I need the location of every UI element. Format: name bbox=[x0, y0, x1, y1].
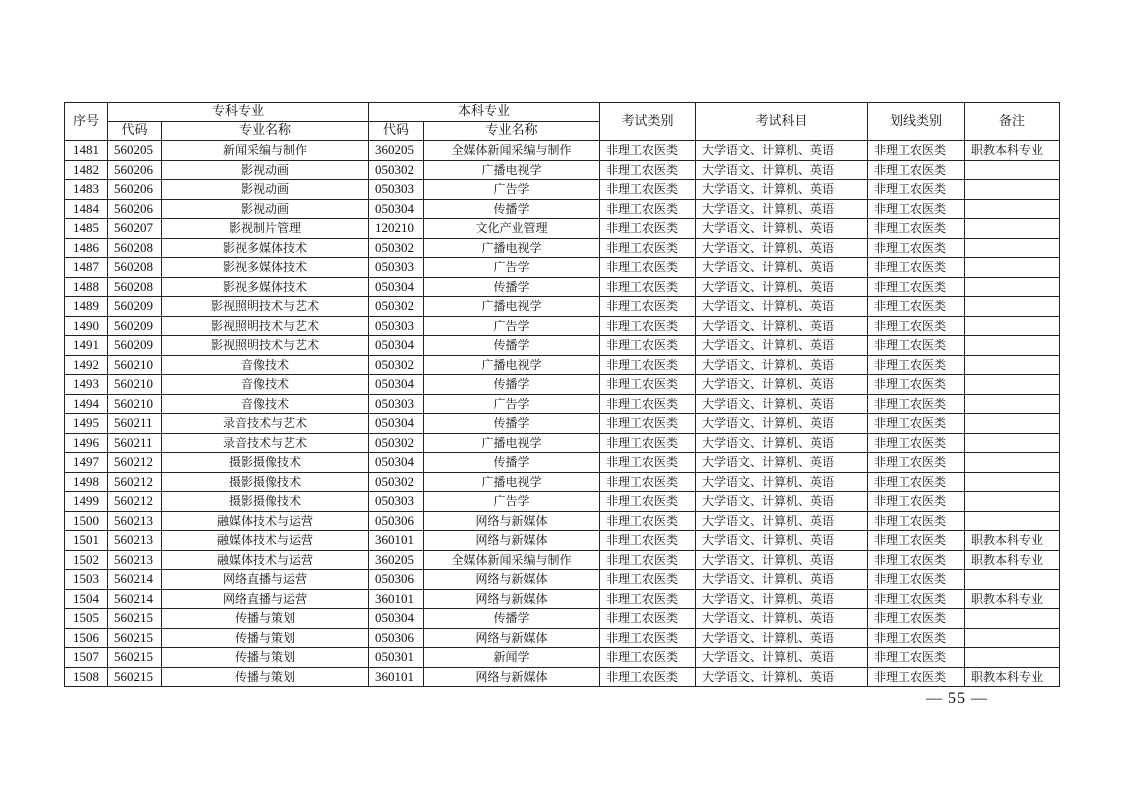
table-row bbox=[65, 550, 1060, 570]
major-mapping-table bbox=[64, 102, 1060, 687]
cell-bk-code: 050302 bbox=[369, 297, 424, 317]
cell-zk-name: 影视照明技术与艺术 bbox=[162, 336, 369, 356]
cell-bk-name: 传播学 bbox=[424, 277, 600, 297]
cell-seq: 1486 bbox=[65, 238, 108, 258]
cell-bk-code: 050304 bbox=[369, 375, 424, 395]
cell-line-type: 非理工农医类 bbox=[868, 648, 965, 668]
cell-remark bbox=[965, 511, 1060, 531]
cell-exam-subjects: 大学语文、计算机、英语 bbox=[696, 550, 868, 570]
cell-bk-code: 120210 bbox=[369, 219, 424, 239]
cell-bk-name: 网络与新媒体 bbox=[424, 570, 600, 590]
cell-bk-code: 050302 bbox=[369, 472, 424, 492]
cell-zk-code: 560210 bbox=[108, 394, 162, 414]
cell-exam-subjects: 大学语文、计算机、英语 bbox=[696, 511, 868, 531]
cell-seq: 1507 bbox=[65, 648, 108, 668]
cell-remark bbox=[965, 355, 1060, 375]
cell-zk-name: 融媒体技术与运营 bbox=[162, 550, 369, 570]
table-row bbox=[65, 589, 1060, 609]
cell-remark bbox=[965, 277, 1060, 297]
cell-bk-name: 广告学 bbox=[424, 258, 600, 278]
cell-line-type: 非理工农医类 bbox=[868, 628, 965, 648]
table-row bbox=[65, 492, 1060, 512]
table-row bbox=[65, 375, 1060, 395]
cell-exam-type: 非理工农医类 bbox=[600, 589, 696, 609]
cell-exam-type: 非理工农医类 bbox=[600, 277, 696, 297]
cell-seq: 1500 bbox=[65, 511, 108, 531]
header-zhuanke: 专科专业 bbox=[108, 103, 369, 122]
cell-zk-code: 560208 bbox=[108, 238, 162, 258]
cell-zk-name: 融媒体技术与运营 bbox=[162, 511, 369, 531]
cell-exam-subjects: 大学语文、计算机、英语 bbox=[696, 433, 868, 453]
cell-remark bbox=[965, 570, 1060, 590]
cell-seq: 1496 bbox=[65, 433, 108, 453]
cell-line-type: 非理工农医类 bbox=[868, 180, 965, 200]
cell-remark: 职教本科专业 bbox=[965, 550, 1060, 570]
cell-zk-name: 传播与策划 bbox=[162, 609, 369, 629]
cell-line-type: 非理工农医类 bbox=[868, 667, 965, 687]
cell-exam-type: 非理工农医类 bbox=[600, 199, 696, 219]
table-row bbox=[65, 433, 1060, 453]
cell-remark bbox=[965, 180, 1060, 200]
cell-zk-name: 影视多媒体技术 bbox=[162, 258, 369, 278]
cell-zk-name: 传播与策划 bbox=[162, 648, 369, 668]
cell-zk-name: 传播与策划 bbox=[162, 628, 369, 648]
cell-exam-subjects: 大学语文、计算机、英语 bbox=[696, 375, 868, 395]
cell-exam-type: 非理工农医类 bbox=[600, 433, 696, 453]
cell-zk-code: 560210 bbox=[108, 355, 162, 375]
cell-exam-subjects: 大学语文、计算机、英语 bbox=[696, 531, 868, 551]
cell-seq: 1483 bbox=[65, 180, 108, 200]
cell-remark bbox=[965, 258, 1060, 278]
cell-zk-name: 影视照明技术与艺术 bbox=[162, 297, 369, 317]
cell-seq: 1485 bbox=[65, 219, 108, 239]
cell-remark: 职教本科专业 bbox=[965, 141, 1060, 161]
cell-line-type: 非理工农医类 bbox=[868, 316, 965, 336]
cell-zk-name: 新闻采编与制作 bbox=[162, 141, 369, 161]
cell-bk-name: 网络与新媒体 bbox=[424, 531, 600, 551]
cell-exam-type: 非理工农医类 bbox=[600, 336, 696, 356]
cell-zk-code: 560212 bbox=[108, 492, 162, 512]
cell-exam-subjects: 大学语文、计算机、英语 bbox=[696, 160, 868, 180]
cell-bk-code: 050304 bbox=[369, 336, 424, 356]
cell-bk-code: 050303 bbox=[369, 492, 424, 512]
cell-seq: 1505 bbox=[65, 609, 108, 629]
cell-zk-name: 影视多媒体技术 bbox=[162, 238, 369, 258]
cell-exam-type: 非理工农医类 bbox=[600, 316, 696, 336]
cell-exam-type: 非理工农医类 bbox=[600, 375, 696, 395]
cell-seq: 1484 bbox=[65, 199, 108, 219]
table-row bbox=[65, 472, 1060, 492]
cell-zk-name: 录音技术与艺术 bbox=[162, 414, 369, 434]
cell-exam-subjects: 大学语文、计算机、英语 bbox=[696, 570, 868, 590]
cell-line-type: 非理工农医类 bbox=[868, 589, 965, 609]
cell-exam-subjects: 大学语文、计算机、英语 bbox=[696, 336, 868, 356]
cell-bk-code: 050304 bbox=[369, 414, 424, 434]
cell-line-type: 非理工农医类 bbox=[868, 472, 965, 492]
cell-line-type: 非理工农医类 bbox=[868, 355, 965, 375]
cell-exam-type: 非理工农医类 bbox=[600, 160, 696, 180]
cell-line-type: 非理工农医类 bbox=[868, 394, 965, 414]
cell-seq: 1495 bbox=[65, 414, 108, 434]
cell-bk-code: 360205 bbox=[369, 141, 424, 161]
cell-exam-subjects: 大学语文、计算机、英语 bbox=[696, 238, 868, 258]
cell-bk-code: 360101 bbox=[369, 667, 424, 687]
cell-exam-subjects: 大学语文、计算机、英语 bbox=[696, 414, 868, 434]
cell-exam-subjects: 大学语文、计算机、英语 bbox=[696, 648, 868, 668]
cell-exam-type: 非理工农医类 bbox=[600, 414, 696, 434]
cell-exam-subjects: 大学语文、计算机、英语 bbox=[696, 141, 868, 161]
cell-bk-name: 传播学 bbox=[424, 414, 600, 434]
cell-exam-subjects: 大学语文、计算机、英语 bbox=[696, 394, 868, 414]
cell-exam-subjects: 大学语文、计算机、英语 bbox=[696, 667, 868, 687]
cell-bk-name: 网络与新媒体 bbox=[424, 589, 600, 609]
table-row bbox=[65, 355, 1060, 375]
cell-line-type: 非理工农医类 bbox=[868, 375, 965, 395]
header-seq: 序号 bbox=[65, 103, 108, 141]
cell-remark bbox=[965, 492, 1060, 512]
cell-zk-name: 影视动画 bbox=[162, 180, 369, 200]
cell-exam-type: 非理工农医类 bbox=[600, 492, 696, 512]
cell-remark: 职教本科专业 bbox=[965, 589, 1060, 609]
cell-remark: 职教本科专业 bbox=[965, 531, 1060, 551]
cell-bk-name: 广播电视学 bbox=[424, 238, 600, 258]
header-bk-name: 专业名称 bbox=[424, 122, 600, 141]
cell-exam-type: 非理工农医类 bbox=[600, 628, 696, 648]
table-row bbox=[65, 648, 1060, 668]
table-row bbox=[65, 511, 1060, 531]
cell-bk-name: 广告学 bbox=[424, 316, 600, 336]
cell-exam-subjects: 大学语文、计算机、英语 bbox=[696, 355, 868, 375]
cell-bk-code: 050302 bbox=[369, 238, 424, 258]
cell-exam-subjects: 大学语文、计算机、英语 bbox=[696, 453, 868, 473]
cell-bk-code: 050304 bbox=[369, 453, 424, 473]
cell-bk-code: 050302 bbox=[369, 160, 424, 180]
cell-line-type: 非理工农医类 bbox=[868, 336, 965, 356]
cell-seq: 1482 bbox=[65, 160, 108, 180]
cell-zk-name: 影视多媒体技术 bbox=[162, 277, 369, 297]
cell-bk-name: 传播学 bbox=[424, 336, 600, 356]
cell-zk-code: 560213 bbox=[108, 550, 162, 570]
table-row bbox=[65, 297, 1060, 317]
cell-zk-name: 摄影摄像技术 bbox=[162, 453, 369, 473]
cell-exam-subjects: 大学语文、计算机、英语 bbox=[696, 492, 868, 512]
cell-exam-type: 非理工农医类 bbox=[600, 355, 696, 375]
cell-remark bbox=[965, 219, 1060, 239]
table-row bbox=[65, 453, 1060, 473]
cell-bk-name: 广播电视学 bbox=[424, 297, 600, 317]
cell-remark bbox=[965, 199, 1060, 219]
cell-seq: 1489 bbox=[65, 297, 108, 317]
table-row bbox=[65, 199, 1060, 219]
table-row bbox=[65, 160, 1060, 180]
cell-bk-name: 广播电视学 bbox=[424, 472, 600, 492]
cell-line-type: 非理工农医类 bbox=[868, 258, 965, 278]
cell-zk-code: 560210 bbox=[108, 375, 162, 395]
cell-exam-type: 非理工农医类 bbox=[600, 453, 696, 473]
table-row bbox=[65, 531, 1060, 551]
cell-exam-subjects: 大学语文、计算机、英语 bbox=[696, 472, 868, 492]
cell-remark bbox=[965, 628, 1060, 648]
header-remark: 备注 bbox=[965, 103, 1060, 141]
cell-bk-code: 050304 bbox=[369, 277, 424, 297]
cell-zk-code: 560209 bbox=[108, 336, 162, 356]
cell-seq: 1503 bbox=[65, 570, 108, 590]
cell-bk-code: 050306 bbox=[369, 570, 424, 590]
cell-line-type: 非理工农医类 bbox=[868, 453, 965, 473]
cell-zk-code: 560213 bbox=[108, 531, 162, 551]
cell-line-type: 非理工农医类 bbox=[868, 238, 965, 258]
cell-line-type: 非理工农医类 bbox=[868, 414, 965, 434]
cell-seq: 1494 bbox=[65, 394, 108, 414]
cell-seq: 1499 bbox=[65, 492, 108, 512]
cell-zk-code: 560209 bbox=[108, 316, 162, 336]
cell-bk-code: 050303 bbox=[369, 258, 424, 278]
table-row bbox=[65, 336, 1060, 356]
table-header bbox=[65, 103, 1060, 141]
table-row bbox=[65, 180, 1060, 200]
cell-exam-subjects: 大学语文、计算机、英语 bbox=[696, 628, 868, 648]
table-row bbox=[65, 609, 1060, 629]
cell-seq: 1481 bbox=[65, 141, 108, 161]
cell-exam-type: 非理工农医类 bbox=[600, 648, 696, 668]
cell-seq: 1490 bbox=[65, 316, 108, 336]
cell-remark bbox=[965, 472, 1060, 492]
cell-seq: 1492 bbox=[65, 355, 108, 375]
table-row bbox=[65, 570, 1060, 590]
cell-seq: 1508 bbox=[65, 667, 108, 687]
cell-zk-name: 音像技术 bbox=[162, 355, 369, 375]
cell-zk-name: 影视照明技术与艺术 bbox=[162, 316, 369, 336]
cell-line-type: 非理工农医类 bbox=[868, 531, 965, 551]
table-row bbox=[65, 394, 1060, 414]
header-zk-name: 专业名称 bbox=[162, 122, 369, 141]
cell-exam-subjects: 大学语文、计算机、英语 bbox=[696, 277, 868, 297]
cell-bk-code: 360205 bbox=[369, 550, 424, 570]
cell-zk-code: 560208 bbox=[108, 258, 162, 278]
cell-bk-name: 广播电视学 bbox=[424, 433, 600, 453]
cell-zk-code: 560214 bbox=[108, 570, 162, 590]
table-body bbox=[65, 141, 1060, 687]
cell-remark bbox=[965, 394, 1060, 414]
cell-seq: 1491 bbox=[65, 336, 108, 356]
table-row bbox=[65, 667, 1060, 687]
cell-exam-type: 非理工农医类 bbox=[600, 394, 696, 414]
cell-exam-type: 非理工农医类 bbox=[600, 258, 696, 278]
table-row bbox=[65, 414, 1060, 434]
table-row bbox=[65, 238, 1060, 258]
cell-line-type: 非理工农医类 bbox=[868, 433, 965, 453]
cell-bk-code: 050302 bbox=[369, 355, 424, 375]
cell-zk-name: 摄影摄像技术 bbox=[162, 472, 369, 492]
header-benke: 本科专业 bbox=[369, 103, 600, 122]
cell-bk-name: 全媒体新闻采编与制作 bbox=[424, 550, 600, 570]
cell-exam-subjects: 大学语文、计算机、英语 bbox=[696, 219, 868, 239]
cell-bk-code: 050304 bbox=[369, 609, 424, 629]
cell-zk-code: 560215 bbox=[108, 667, 162, 687]
cell-zk-code: 560209 bbox=[108, 297, 162, 317]
cell-zk-code: 560205 bbox=[108, 141, 162, 161]
cell-bk-name: 广告学 bbox=[424, 394, 600, 414]
cell-zk-code: 560211 bbox=[108, 433, 162, 453]
cell-bk-code: 360101 bbox=[369, 589, 424, 609]
header-line-type: 划线类别 bbox=[868, 103, 965, 141]
cell-bk-name: 全媒体新闻采编与制作 bbox=[424, 141, 600, 161]
cell-line-type: 非理工农医类 bbox=[868, 297, 965, 317]
cell-bk-code: 050304 bbox=[369, 199, 424, 219]
cell-line-type: 非理工农医类 bbox=[868, 160, 965, 180]
cell-zk-name: 影视动画 bbox=[162, 160, 369, 180]
cell-exam-type: 非理工农医类 bbox=[600, 609, 696, 629]
table-row bbox=[65, 141, 1060, 161]
cell-zk-name: 融媒体技术与运营 bbox=[162, 531, 369, 551]
cell-zk-name: 网络直播与运营 bbox=[162, 589, 369, 609]
cell-zk-code: 560215 bbox=[108, 609, 162, 629]
cell-zk-code: 560206 bbox=[108, 180, 162, 200]
cell-remark bbox=[965, 433, 1060, 453]
cell-exam-type: 非理工农医类 bbox=[600, 238, 696, 258]
cell-bk-name: 网络与新媒体 bbox=[424, 628, 600, 648]
cell-zk-code: 560207 bbox=[108, 219, 162, 239]
cell-zk-code: 560208 bbox=[108, 277, 162, 297]
cell-zk-code: 560215 bbox=[108, 648, 162, 668]
cell-line-type: 非理工农医类 bbox=[868, 141, 965, 161]
header-exam-type: 考试类别 bbox=[600, 103, 696, 141]
cell-line-type: 非理工农医类 bbox=[868, 492, 965, 512]
cell-remark bbox=[965, 160, 1060, 180]
cell-zk-name: 传播与策划 bbox=[162, 667, 369, 687]
table-row bbox=[65, 316, 1060, 336]
cell-bk-code: 360101 bbox=[369, 531, 424, 551]
cell-seq: 1498 bbox=[65, 472, 108, 492]
cell-bk-code: 050303 bbox=[369, 316, 424, 336]
cell-exam-subjects: 大学语文、计算机、英语 bbox=[696, 180, 868, 200]
cell-exam-type: 非理工农医类 bbox=[600, 570, 696, 590]
cell-seq: 1488 bbox=[65, 277, 108, 297]
cell-bk-code: 050303 bbox=[369, 180, 424, 200]
cell-zk-name: 音像技术 bbox=[162, 394, 369, 414]
cell-exam-type: 非理工农医类 bbox=[600, 667, 696, 687]
cell-remark bbox=[965, 453, 1060, 473]
table-row bbox=[65, 277, 1060, 297]
cell-exam-type: 非理工农医类 bbox=[600, 472, 696, 492]
cell-seq: 1493 bbox=[65, 375, 108, 395]
cell-bk-name: 广播电视学 bbox=[424, 160, 600, 180]
cell-seq: 1502 bbox=[65, 550, 108, 570]
cell-bk-name: 广告学 bbox=[424, 180, 600, 200]
cell-seq: 1506 bbox=[65, 628, 108, 648]
cell-remark bbox=[965, 336, 1060, 356]
cell-line-type: 非理工农医类 bbox=[868, 609, 965, 629]
cell-remark bbox=[965, 648, 1060, 668]
cell-exam-subjects: 大学语文、计算机、英语 bbox=[696, 316, 868, 336]
cell-zk-code: 560211 bbox=[108, 414, 162, 434]
cell-zk-name: 摄影摄像技术 bbox=[162, 492, 369, 512]
cell-zk-code: 560212 bbox=[108, 453, 162, 473]
cell-exam-subjects: 大学语文、计算机、英语 bbox=[696, 297, 868, 317]
cell-exam-type: 非理工农医类 bbox=[600, 141, 696, 161]
cell-exam-subjects: 大学语文、计算机、英语 bbox=[696, 589, 868, 609]
cell-line-type: 非理工农医类 bbox=[868, 277, 965, 297]
cell-remark bbox=[965, 375, 1060, 395]
cell-bk-code: 050301 bbox=[369, 648, 424, 668]
cell-exam-subjects: 大学语文、计算机、英语 bbox=[696, 609, 868, 629]
cell-remark bbox=[965, 316, 1060, 336]
header-bk-code: 代码 bbox=[369, 122, 424, 141]
cell-bk-code: 050303 bbox=[369, 394, 424, 414]
cell-exam-type: 非理工农医类 bbox=[600, 531, 696, 551]
cell-exam-type: 非理工农医类 bbox=[600, 550, 696, 570]
cell-line-type: 非理工农医类 bbox=[868, 199, 965, 219]
page-number: — 55 — bbox=[926, 690, 988, 707]
cell-zk-name: 录音技术与艺术 bbox=[162, 433, 369, 453]
cell-zk-code: 560214 bbox=[108, 589, 162, 609]
cell-zk-code: 560213 bbox=[108, 511, 162, 531]
cell-exam-type: 非理工农医类 bbox=[600, 297, 696, 317]
cell-seq: 1497 bbox=[65, 453, 108, 473]
table-row bbox=[65, 258, 1060, 278]
cell-bk-name: 传播学 bbox=[424, 609, 600, 629]
cell-line-type: 非理工农医类 bbox=[868, 570, 965, 590]
cell-exam-type: 非理工农医类 bbox=[600, 180, 696, 200]
cell-zk-name: 影视动画 bbox=[162, 199, 369, 219]
cell-seq: 1487 bbox=[65, 258, 108, 278]
cell-exam-subjects: 大学语文、计算机、英语 bbox=[696, 258, 868, 278]
cell-remark bbox=[965, 414, 1060, 434]
header-exam-subjects: 考试科目 bbox=[696, 103, 868, 141]
cell-line-type: 非理工农医类 bbox=[868, 511, 965, 531]
cell-bk-name: 传播学 bbox=[424, 453, 600, 473]
cell-exam-type: 非理工农医类 bbox=[600, 511, 696, 531]
cell-bk-code: 050306 bbox=[369, 628, 424, 648]
cell-zk-name: 影视制片管理 bbox=[162, 219, 369, 239]
cell-line-type: 非理工农医类 bbox=[868, 550, 965, 570]
header-zk-code: 代码 bbox=[108, 122, 162, 141]
cell-bk-name: 传播学 bbox=[424, 375, 600, 395]
cell-remark bbox=[965, 609, 1060, 629]
table-row bbox=[65, 628, 1060, 648]
cell-zk-code: 560206 bbox=[108, 160, 162, 180]
cell-zk-name: 网络直播与运营 bbox=[162, 570, 369, 590]
cell-zk-code: 560215 bbox=[108, 628, 162, 648]
cell-bk-name: 广告学 bbox=[424, 492, 600, 512]
cell-line-type: 非理工农医类 bbox=[868, 219, 965, 239]
table-row bbox=[65, 219, 1060, 239]
cell-remark bbox=[965, 238, 1060, 258]
cell-zk-name: 音像技术 bbox=[162, 375, 369, 395]
cell-bk-name: 网络与新媒体 bbox=[424, 667, 600, 687]
cell-exam-type: 非理工农医类 bbox=[600, 219, 696, 239]
cell-bk-name: 传播学 bbox=[424, 199, 600, 219]
cell-bk-code: 050302 bbox=[369, 433, 424, 453]
cell-bk-code: 050306 bbox=[369, 511, 424, 531]
cell-exam-subjects: 大学语文、计算机、英语 bbox=[696, 199, 868, 219]
cell-bk-name: 网络与新媒体 bbox=[424, 511, 600, 531]
cell-bk-name: 广播电视学 bbox=[424, 355, 600, 375]
cell-bk-name: 文化产业管理 bbox=[424, 219, 600, 239]
cell-zk-code: 560206 bbox=[108, 199, 162, 219]
cell-seq: 1504 bbox=[65, 589, 108, 609]
cell-seq: 1501 bbox=[65, 531, 108, 551]
cell-remark: 职教本科专业 bbox=[965, 667, 1060, 687]
cell-remark bbox=[965, 297, 1060, 317]
cell-bk-name: 新闻学 bbox=[424, 648, 600, 668]
cell-zk-code: 560212 bbox=[108, 472, 162, 492]
